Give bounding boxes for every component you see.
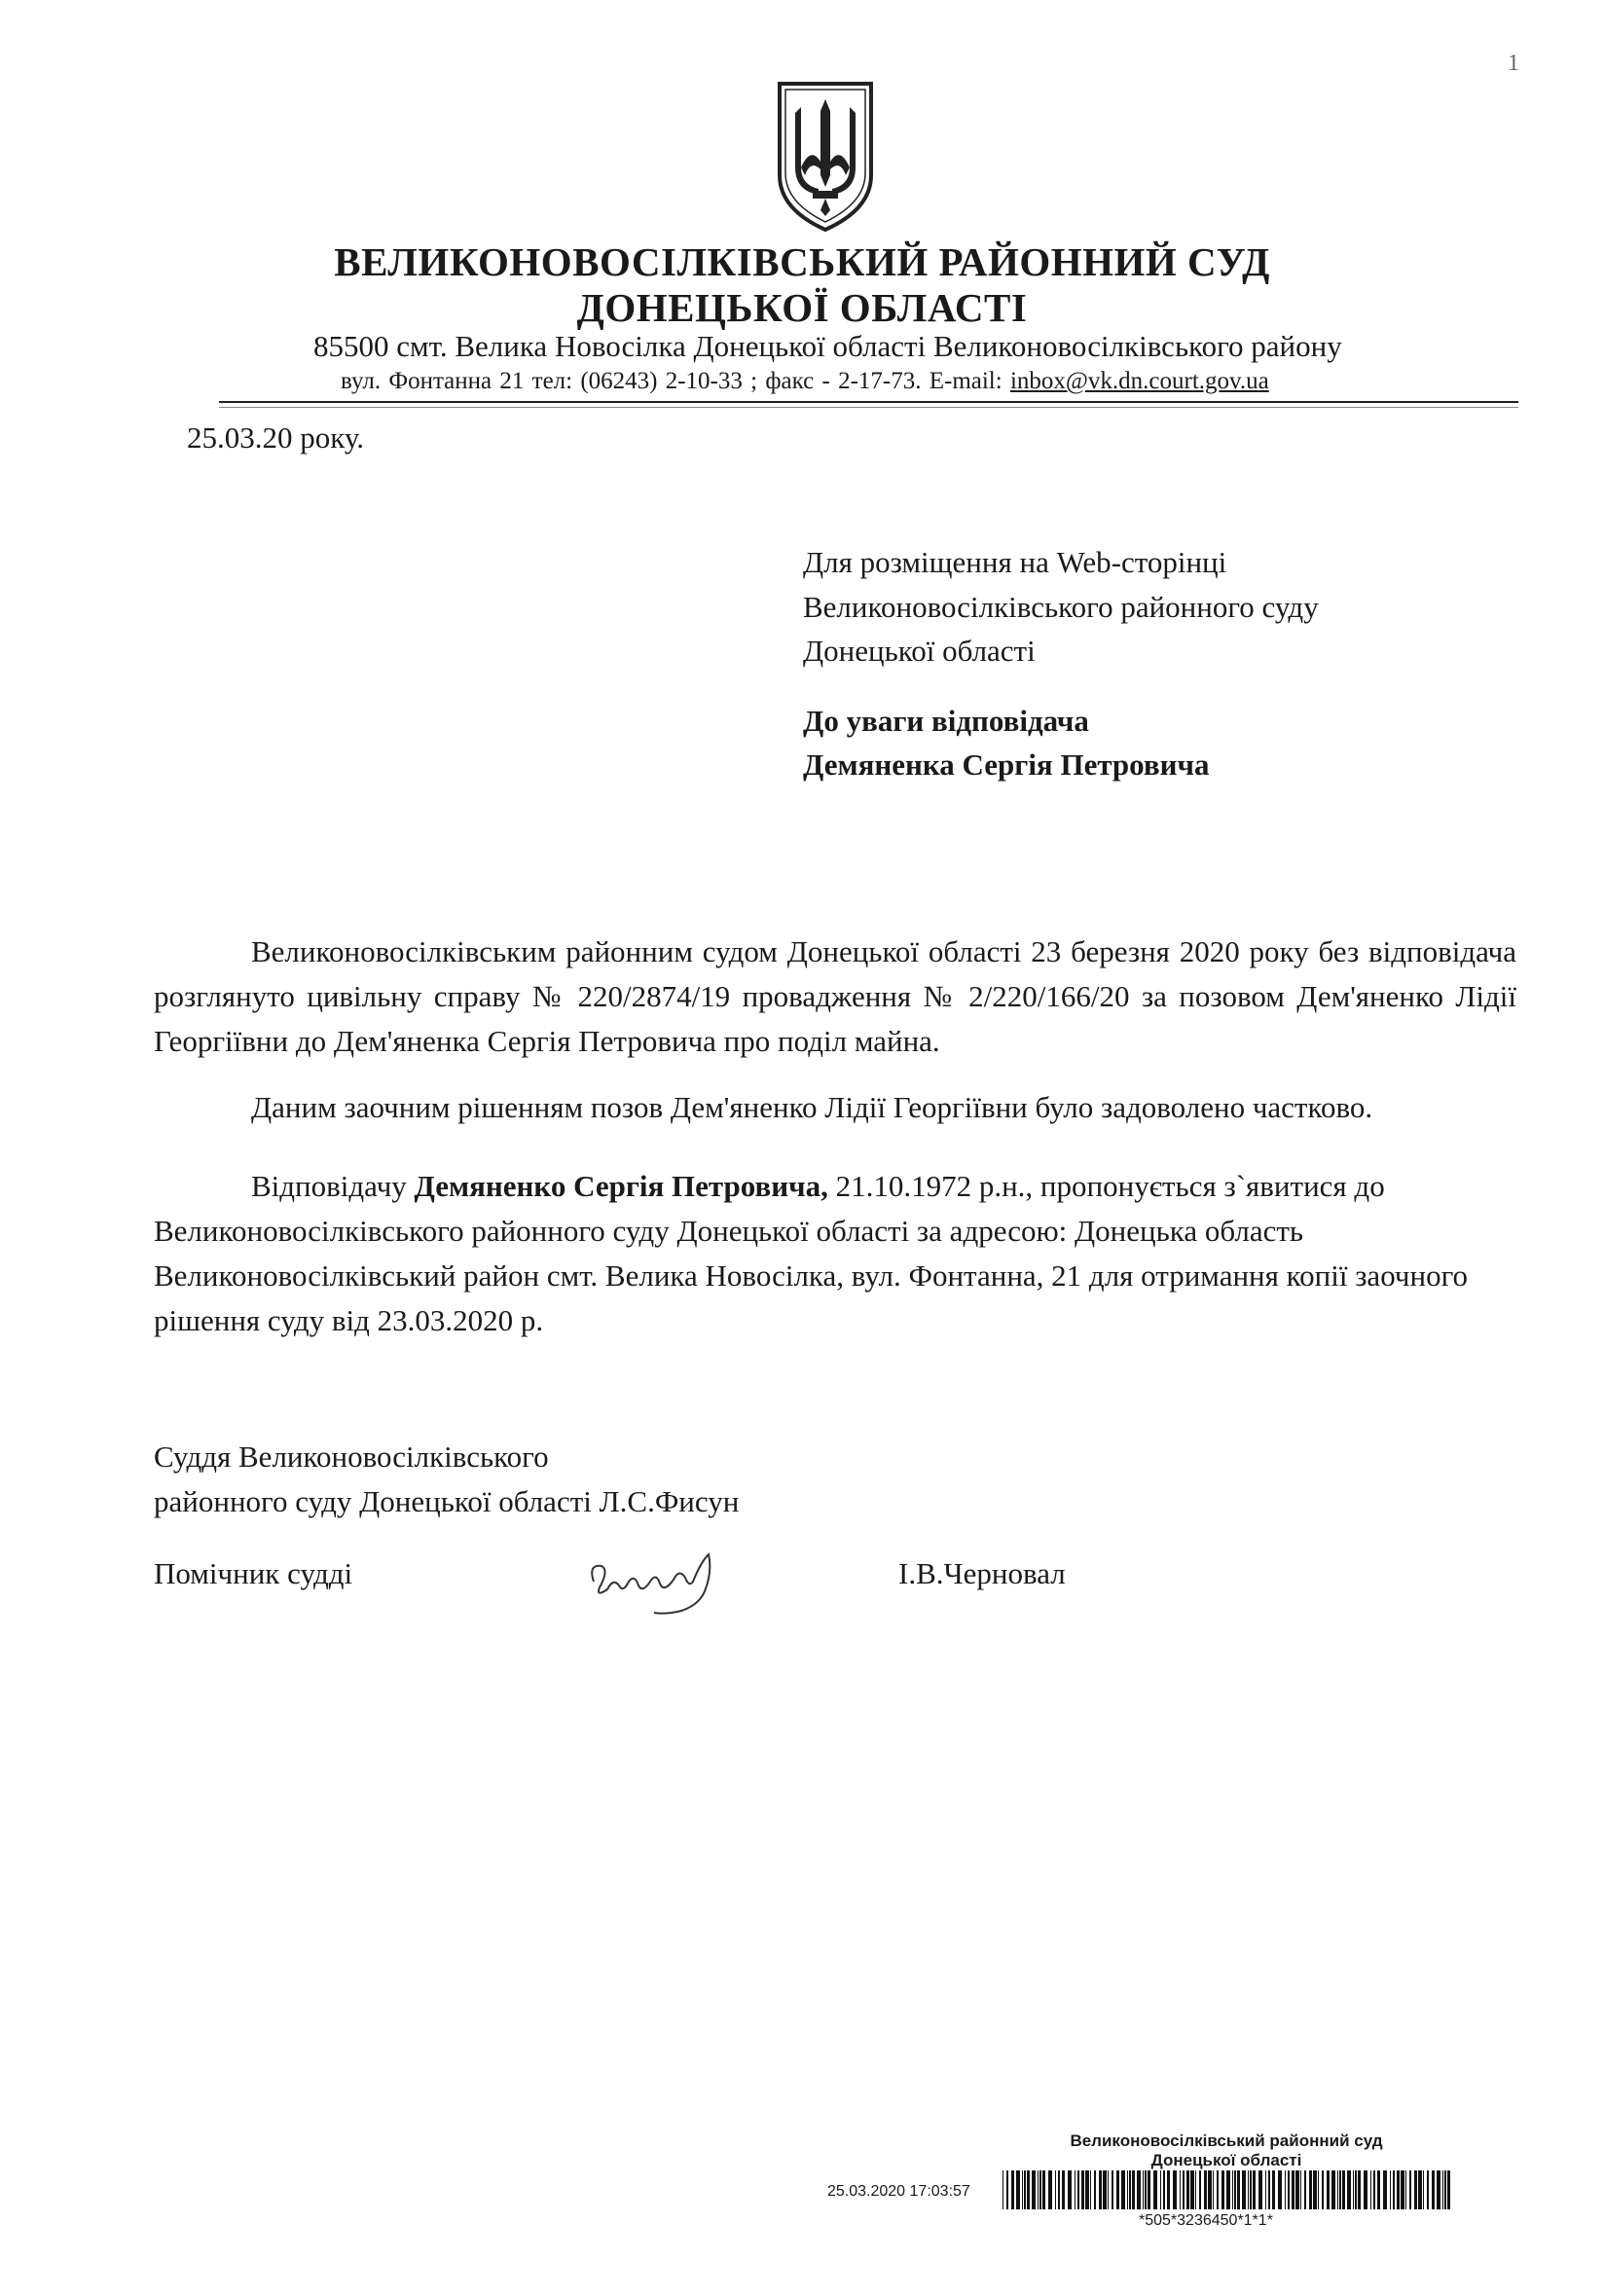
attention-line2: Демяненка Сергія Петровича xyxy=(803,747,1210,782)
judge-signature-line1: Суддя Великоновосілківського xyxy=(154,1440,549,1474)
paragraph-3-prefix: Відповідачу xyxy=(251,1169,415,1203)
registration-datetime: 25.03.2020 17:03:57 xyxy=(827,2183,970,2200)
assistant-title: Помічник судді xyxy=(154,1556,353,1590)
court-address: 85500 смт. Велика Новосілка Донецької області Великоновосілківського району xyxy=(313,329,1342,363)
document-date: 25.03.20 року. xyxy=(187,420,365,455)
assistant-name: І.В.Черновал xyxy=(898,1556,1066,1590)
body-paragraph-1 xyxy=(154,929,1516,1064)
court-name-line2: ДОНЕЦЬКОЇ ОБЛАСТІ xyxy=(576,285,1028,330)
barcode-number: *505*3236450*1*1* xyxy=(1139,2212,1273,2229)
header-rule-thin xyxy=(219,407,1518,408)
trident-emblem-icon xyxy=(772,78,879,234)
defendant-name: Демяненко Сергія Петровича, xyxy=(414,1169,828,1203)
recipient-line2: Великоновосілківського районного суду xyxy=(803,590,1319,624)
judge-signature-line2: районного суду Донецької області Л.С.Фисун xyxy=(154,1484,740,1518)
handwritten-signature-icon xyxy=(584,1543,730,1621)
recipient-line1: Для розміщення на Web-сторінці xyxy=(803,545,1227,579)
court-name-line1: ВЕЛИКОНОВОСІЛКІВСЬКИЙ РАЙОННИЙ СУД xyxy=(334,239,1270,284)
recipient-line3: Донецької області xyxy=(803,634,1036,668)
body-paragraph-3 xyxy=(154,1164,1516,1343)
barcode-icon xyxy=(1002,2170,1450,2214)
page-number: 1 xyxy=(1508,51,1519,76)
paragraph-1-text: Великоновосілківським районним судом Донецької області 23 березня 2020 року без відповідача розглянуто цивільну справу № 220/2874/19 провадження № 2/220/166/20 за позовом Дем'яненко Лідії Георгіївни до Дем'яненка Сергія Петровича про поділ майна. xyxy=(154,934,1516,1058)
court-contacts xyxy=(341,368,1269,395)
registration-stamp-court xyxy=(1066,2132,1387,2170)
attention-line1: До уваги відповідача xyxy=(803,704,1089,738)
paragraph-2-text: Даним заочним рішенням позов Дем'яненко Лідії Георгіївни було задоволено частково. xyxy=(251,1090,1373,1124)
stamp-court-line1: Великоновосілківський районний суд xyxy=(1070,2132,1383,2150)
body-paragraph-2 xyxy=(154,1085,1516,1130)
header-rule xyxy=(219,401,1518,403)
paragraph-3-suffix: 21.10.1972 р.н., пропонується з`явитися до Великоновосілківського районного суду Донецької області за адресою: Донецька область Великоновосілківський район смт. Велика Новосілка, вул. Фонтанна, 21 для отримання копії заочного рішення суду від 23.03.2020 р. xyxy=(154,1169,1469,1337)
contacts-text: вул. Фонтанна 21 тел: (06243) 2-10-33 ; факс - 2-17-73. E-mail: xyxy=(341,368,1010,394)
court-email: inbox@vk.dn.court.gov.ua xyxy=(1009,368,1269,394)
stamp-court-line2: Донецької області xyxy=(1150,2151,1302,2169)
